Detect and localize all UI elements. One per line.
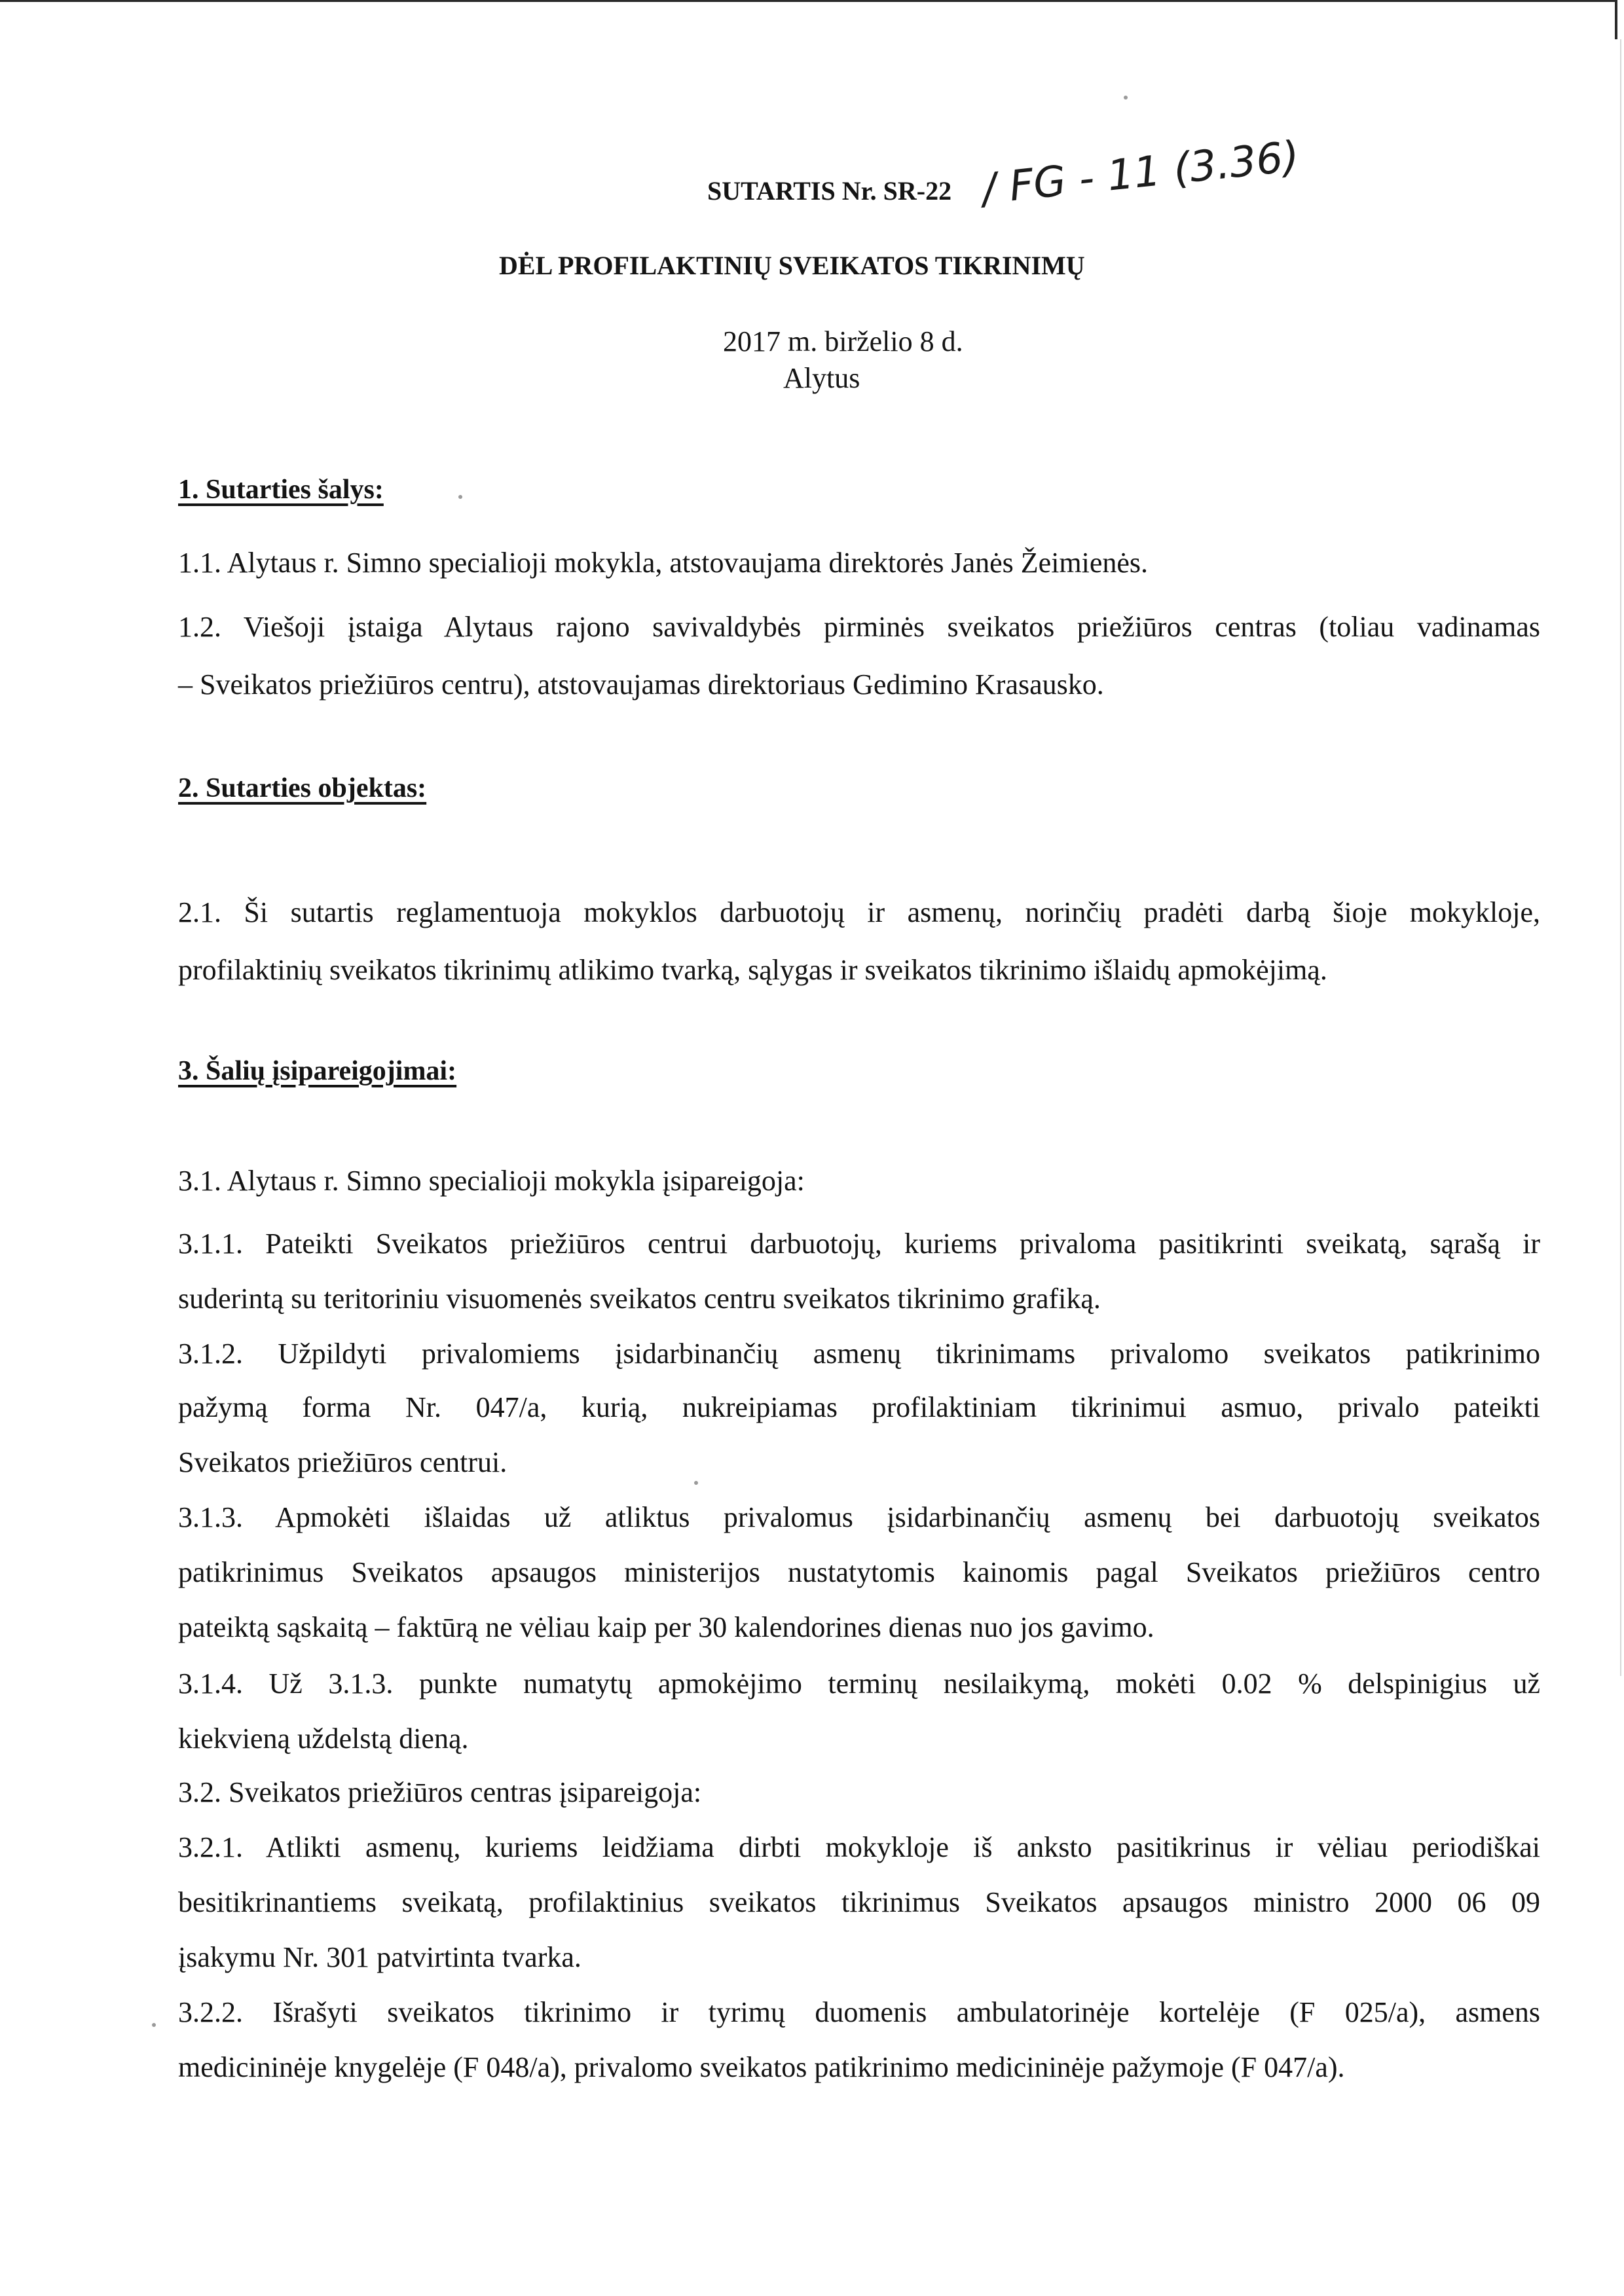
clause-2-1-line-1: 2.1. Ši sutartis reglamentuoja mokyklos darbuotojų ir asmenų, norinčių pradėti darbą šioje mokykloje, xyxy=(178,896,1540,928)
contract-date: 2017 m. birželio 8 d. xyxy=(723,325,963,357)
clause-1-1: 1.1. Alytaus r. Simno specialioji mokykla, atstovaujama direktorės Janės Žeimienės. xyxy=(178,547,1149,579)
scan-speck xyxy=(458,495,462,499)
contract-place: Alytus xyxy=(783,362,860,394)
section-1-heading: 1. Sutarties šalys: xyxy=(178,475,384,505)
handwritten-registration-number: / FG - 11 (3.36) xyxy=(980,132,1302,214)
clause-3-1-4-line-2: kiekvieną uždelstą dieną. xyxy=(178,1722,469,1755)
clause-3-1-1-line-1: 3.1.1. Pateikti Sveikatos priežiūros centrui darbuotojų, kuriems privaloma pasitikrinti sveikatą, sąrašą ir xyxy=(178,1228,1540,1260)
clause-3-2-1-line-3: įsakymu Nr. 301 patvirtinta tvarka. xyxy=(178,1941,581,1973)
clause-1-2-line-1: 1.2. Viešoji įstaiga Alytaus rajono savivaldybės pirminės sveikatos priežiūros centras (toliau vadinamas xyxy=(178,611,1540,643)
scan-speck xyxy=(152,2023,156,2027)
clause-3-2: 3.2. Sveikatos priežiūros centras įsipareigoja: xyxy=(178,1776,702,1808)
scan-edge-corner xyxy=(1615,0,1617,39)
clause-3-2-1-line-2: besitikrinantiems sveikatą, profilaktinius sveikatos tikrinimus Sveikatos apsaugos ministro 2000 06 09 xyxy=(178,1886,1540,1918)
clause-3-1-1-line-2: suderintą su teritoriniu visuomenės sveikatos centru sveikatos tikrinimo grafiką. xyxy=(178,1283,1101,1315)
scan-speck xyxy=(694,1481,698,1485)
clause-3-1: 3.1. Alytaus r. Simno specialioji mokykla įsipareigoja: xyxy=(178,1165,805,1197)
clause-3-1-2-line-1: 3.1.2. Užpildyti privalomiems įsidarbinančių asmenų tikrinimams privalomo sveikatos patikrinimo xyxy=(178,1338,1540,1370)
scan-edge-right xyxy=(1620,39,1621,1676)
clause-3-2-2-line-1: 3.2.2. Išrašyti sveikatos tikrinimo ir tyrimų duomenis ambulatorinėje kortelėje (F 025/a), asmens xyxy=(178,1996,1540,2028)
contract-subject: DĖL PROFILAKTINIŲ SVEIKATOS TIKRINIMŲ xyxy=(499,251,1085,280)
section-3-heading: 3. Šalių įsipareigojimai: xyxy=(178,1056,457,1086)
clause-2-1-line-2: profilaktinių sveikatos tikrinimų atlikimo tvarką, sąlygas ir sveikatos tikrinimo išlaidų apmokėjimą. xyxy=(178,954,1327,986)
clause-3-1-2-line-3: Sveikatos priežiūros centrui. xyxy=(178,1446,507,1478)
clause-3-1-3-line-3: pateiktą sąskaitą – faktūrą ne vėliau kaip per 30 kalendorines dienas nuo jos gavimo. xyxy=(178,1611,1154,1643)
clause-1-2-line-2: – Sveikatos priežiūros centru), atstovaujamas direktoriaus Gedimino Krasausko. xyxy=(178,668,1104,701)
clause-3-2-1-line-1: 3.2.1. Atlikti asmenų, kuriems leidžiama dirbti mokykloje iš anksto pasitikrinus ir vėliau periodiškai xyxy=(178,1831,1540,1863)
clause-3-2-2-line-2: medicininėje knygelėje (F 048/a), privalomo sveikatos patikrinimo medicininėje pažymoje (F 047/a). xyxy=(178,2051,1345,2083)
contract-title: SUTARTIS Nr. SR-22 xyxy=(707,176,952,206)
scan-speck xyxy=(1124,96,1128,100)
section-2-heading: 2. Sutarties objektas: xyxy=(178,773,427,803)
clause-3-1-3-line-1: 3.1.3. Apmokėti išlaidas už atliktus privalomus įsidarbinančių asmenų bei darbuotojų sveikatos xyxy=(178,1501,1540,1533)
clause-3-1-2-line-2: pažymą forma Nr. 047/a, kurią, nukreipiamas profilaktiniam tikrinimui asmuo, privalo pateikti xyxy=(178,1391,1540,1423)
clause-3-1-4-line-1: 3.1.4. Už 3.1.3. punkte numatytų apmokėjimo terminų nesilaikymą, mokėti 0.02 % delspinigius už xyxy=(178,1667,1540,1700)
scan-edge-top xyxy=(0,0,1617,2)
clause-3-1-3-line-2: patikrinimus Sveikatos apsaugos ministerijos nustatytomis kainomis pagal Sveikatos priežiūros centro xyxy=(178,1556,1540,1588)
